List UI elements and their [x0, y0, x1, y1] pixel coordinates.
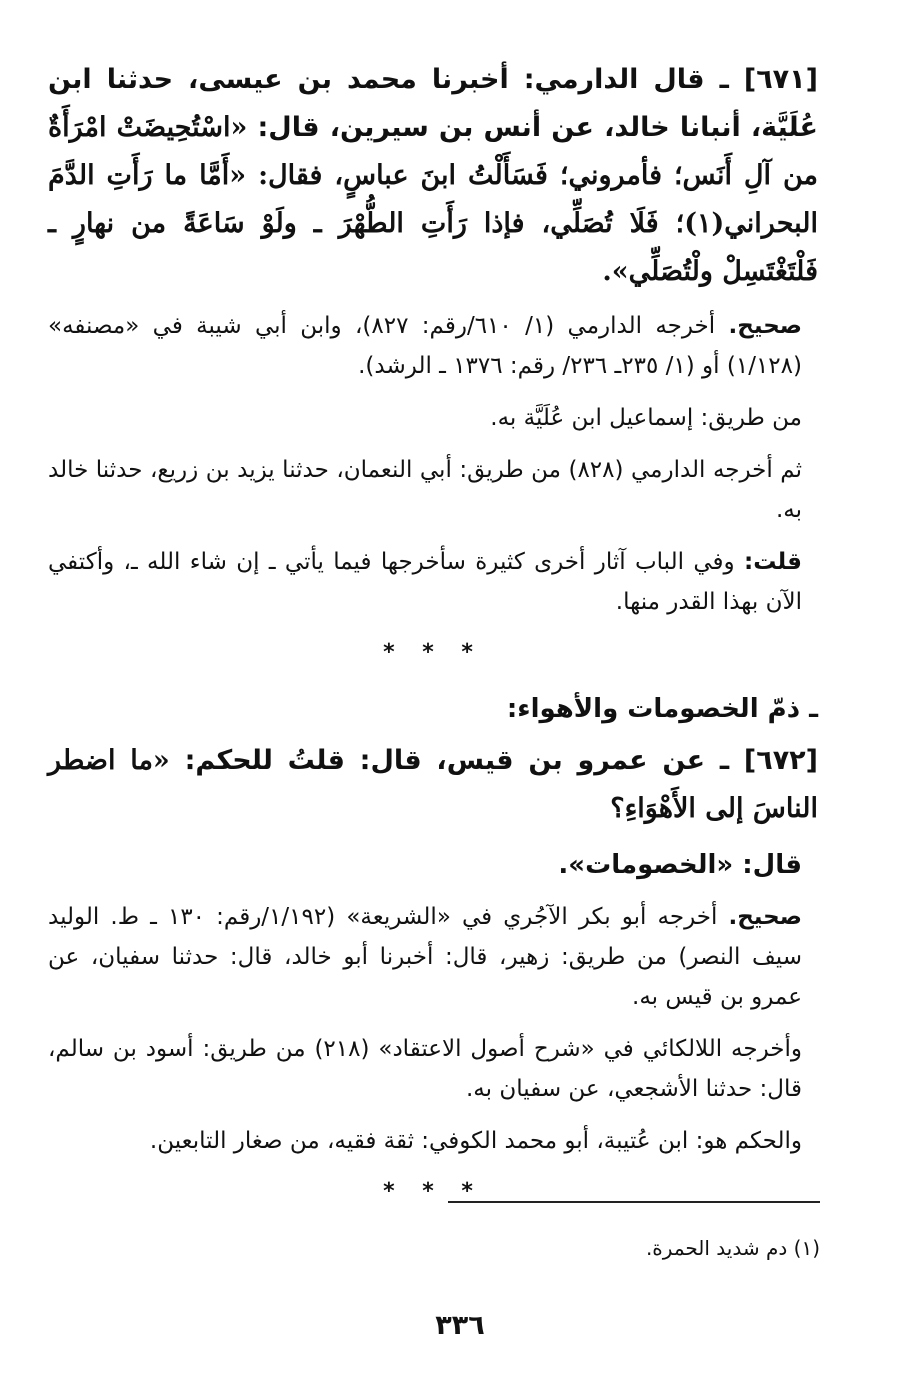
hadith-isnad: ـ عن عمرو بن قيس، قال: قلتُ للحكم: — [184, 745, 730, 776]
hadith-isnad: ـ قال الدارمي: أخبرنا محمد بن عيسى، حدثنا ابن عُلَيَّة، أنبانا خالد، عن أنس بن سيرين، قال: — [48, 64, 818, 143]
takhrij-text: من طريق: إسماعيل ابن عُلَيَّة به. — [490, 405, 802, 431]
hadith-matn: «اسْتُحِيضَتْ امْرَأَةٌ من آلِ أَنَس؛ فأمروني؛ فَسَأَلْتُ ابنَ عباسٍ، فقال: «أَمَّا ما رَأَتِ الدَّمَ البحراني(١)؛ فَلَا تُصَلِّي، فإذا رَأَتِ الطُّهْرَ ـ ولَوْ سَاعَةً من نهارٍ ـ فَلْتَغْتَسِلْ ولْتُصَلِّي». — [48, 112, 818, 287]
hadith-answer: قال: «الخصومات». — [558, 850, 802, 880]
takhrij-text: ثم أخرجه الدارمي (٨٢٨) من طريق: أبي النعمان، حدثنا يزيد بن زريع، حدثنا خالد به. — [48, 457, 802, 523]
takhrij-paragraph — [48, 450, 818, 530]
takhrij-paragraph — [48, 1029, 818, 1109]
footnote-divider — [448, 1201, 820, 1203]
page-body — [48, 56, 818, 1226]
hadith-number: [٦٧٢] — [743, 745, 819, 776]
chapter-title: ـ ذمّ الخصومات والأهواء: — [506, 694, 818, 724]
section-separator: * * * — [383, 1179, 483, 1204]
hadith-671 — [48, 56, 818, 296]
hadith-matn: «ما اضطر الناسَ إلى الأَهْوَاءِ؟ — [48, 745, 818, 824]
note-text: وفي الباب آثار أخرى كثيرة سأخرجها فيما يأتي ـ إن شاء الله ـ، وأكتفي الآن بهذا القدر منها. — [48, 549, 802, 615]
takhrij-text: أخرجه أبو بكر الآجُري في «الشريعة» (١/١٩٢/رقم: ١٣٠ ـ ط. الوليد سيف النصر) من طريق: زهير، قال: أخبرنا أبو خالد، قال: حدثنا سفيان، عن عمرو بن قيس به. — [48, 904, 802, 1010]
takhrij-text: وأخرجه اللالكائي في «شرح أصول الاعتقاد» (٢١٨) من طريق: أسود بن سالم، قال: حدثنا الأشجعي، عن سفيان به. — [48, 1036, 802, 1102]
section-separator: * * * — [383, 640, 483, 665]
grade-label: صحيح. — [728, 904, 802, 930]
page-number: ٣٣٦ — [435, 1310, 485, 1341]
grade-label: صحيح. — [728, 313, 803, 339]
hadith-number: [٦٧١] — [743, 64, 818, 95]
hadith-672 — [48, 737, 818, 833]
takhrij-paragraph — [48, 897, 818, 1017]
footnote: (١) دم شديد الحمرة. — [645, 1236, 820, 1260]
takhrij-paragraph — [48, 306, 818, 386]
author-note — [48, 542, 818, 622]
takhrij-text: والحكم هو: ابن عُتيبة، أبو محمد الكوفي: ثقة فقيه، من صغار التابعين. — [149, 1128, 802, 1154]
takhrij-paragraph — [48, 1121, 818, 1161]
takhrij-paragraph — [48, 398, 818, 438]
takhrij-text: أخرجه الدارمي (١/ ٦١٠/رقم: ٨٢٧)، وابن أبي شيبة في «مصنفه» (١/١٢٨) أو (١/ ٢٣٥ـ ٢٣٦/ رقم: ١٣٧٦ ـ الرشد). — [48, 313, 802, 379]
note-label: قلت: — [744, 549, 802, 575]
